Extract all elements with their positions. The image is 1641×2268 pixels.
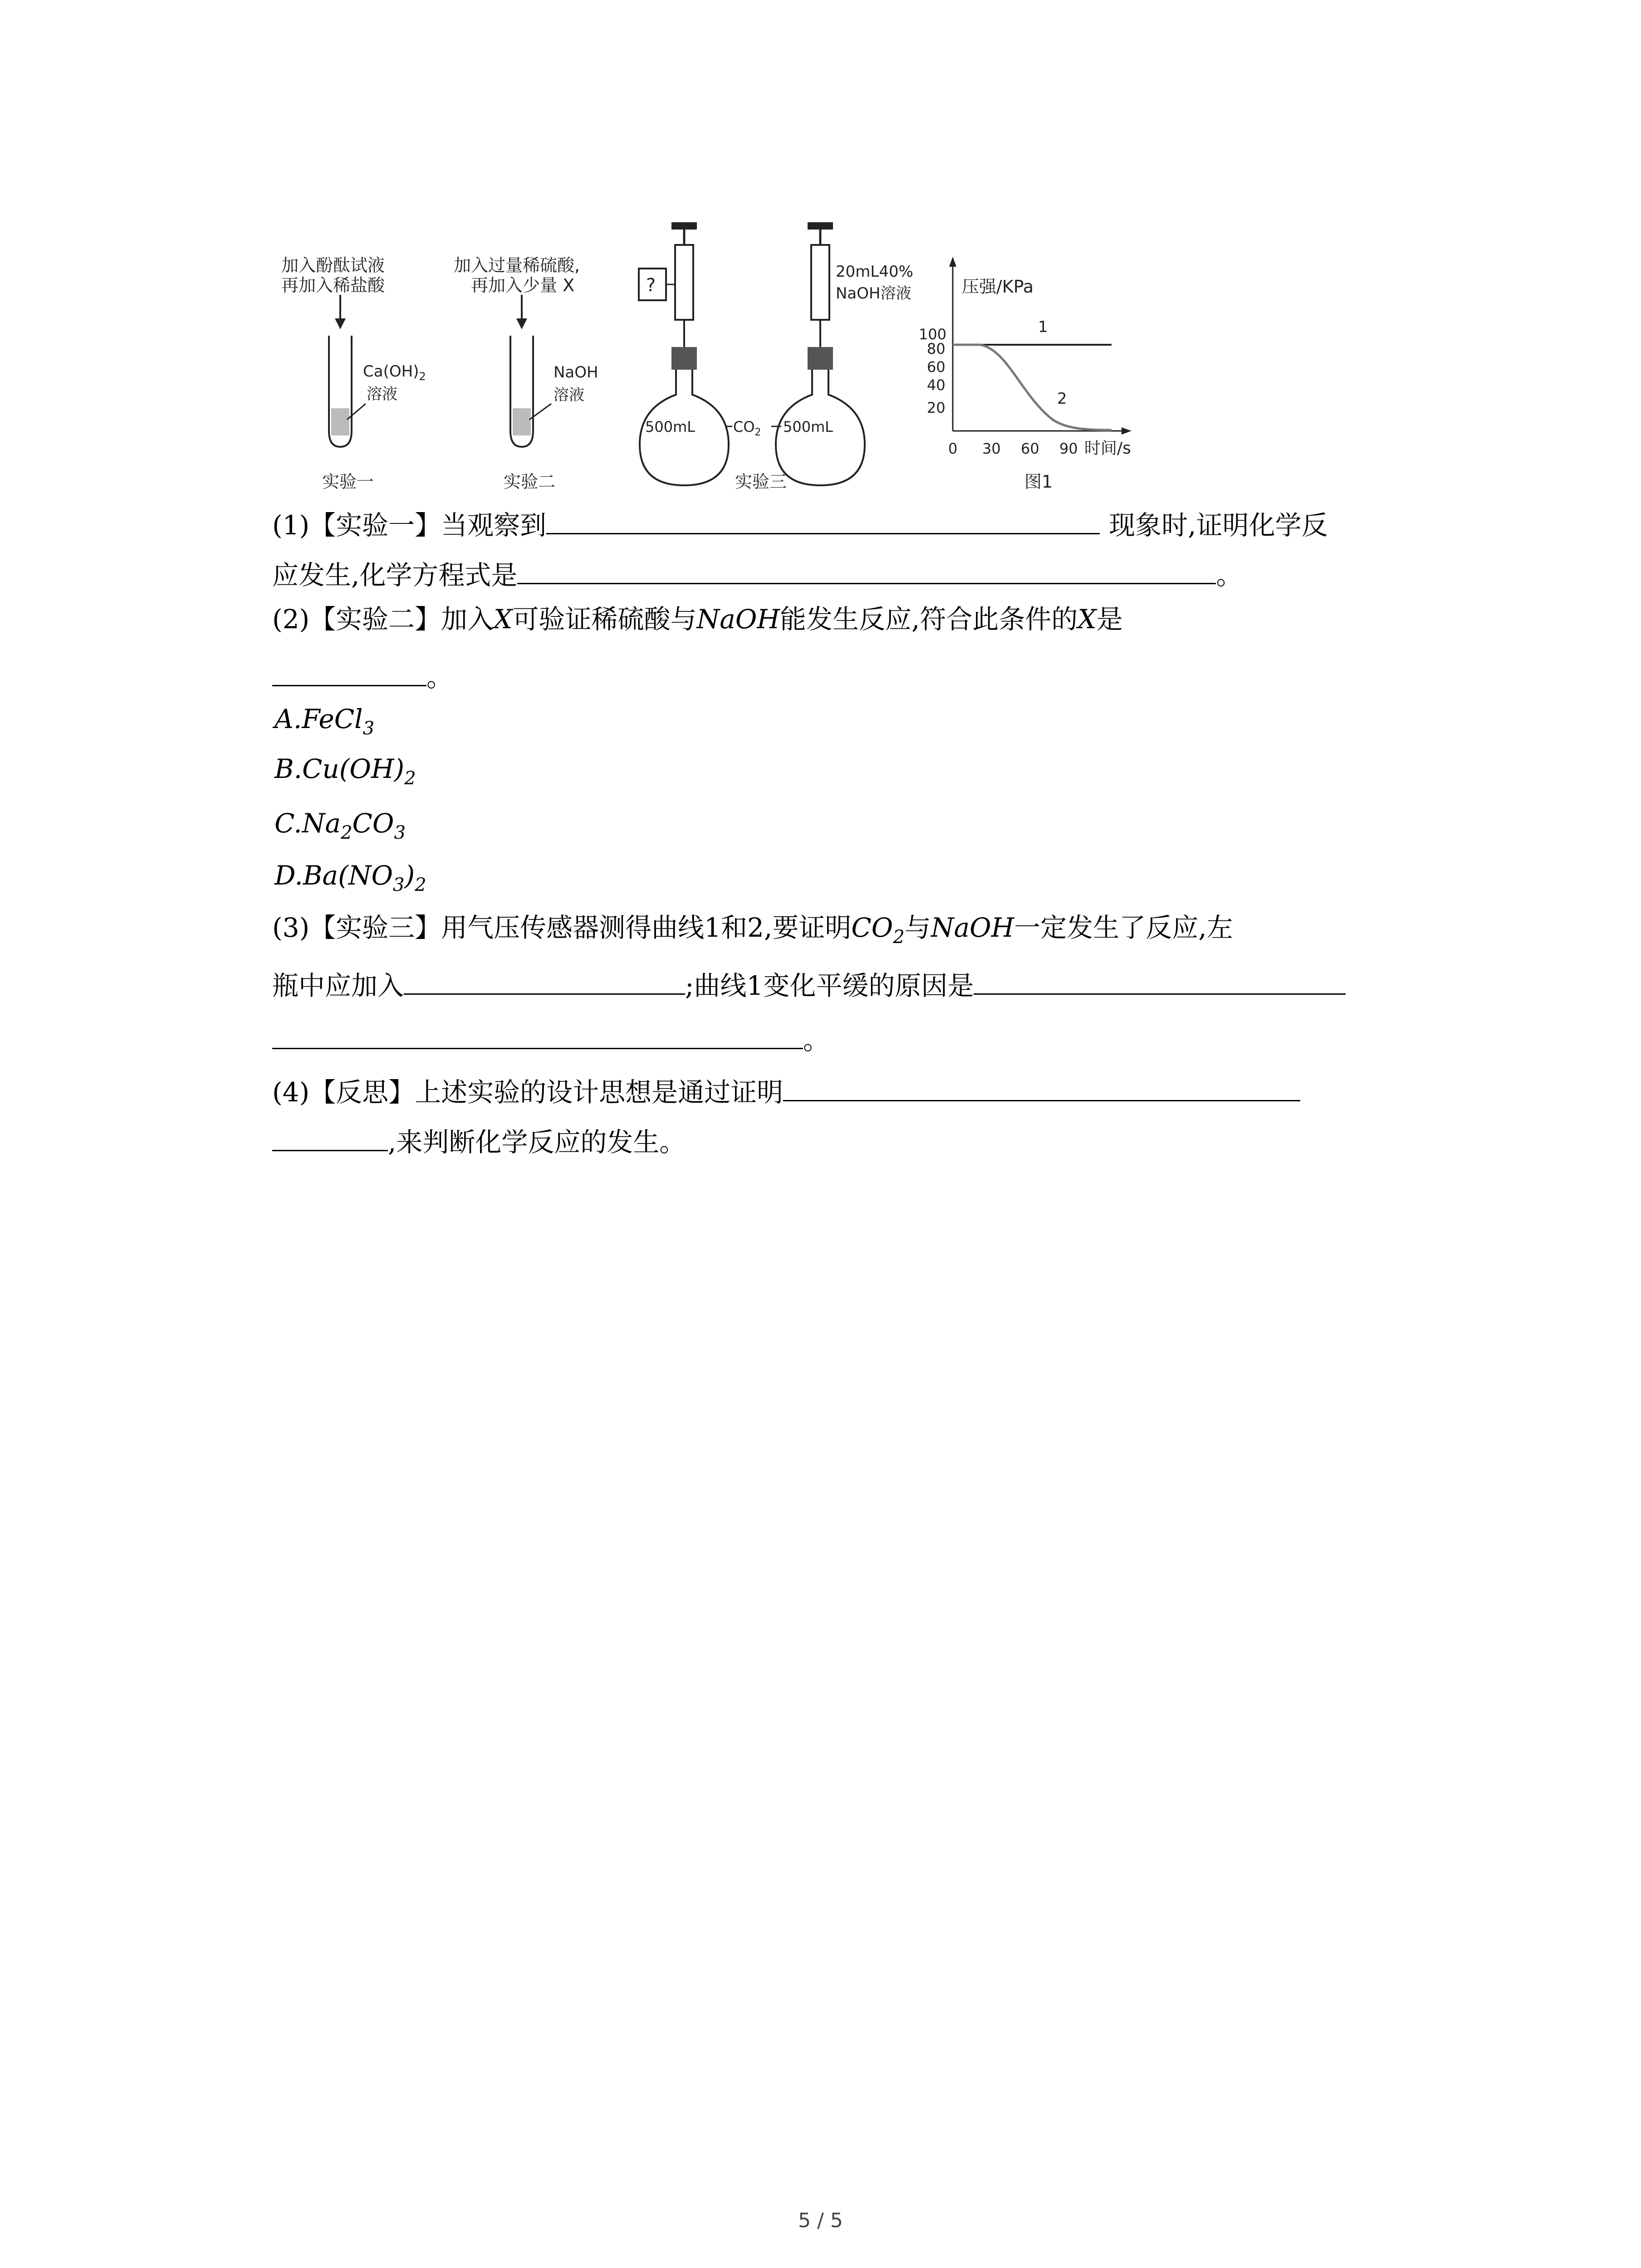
q2-option-c[interactable]: $C.Na_2CO_3$ bbox=[274, 808, 406, 843]
q3-blank-reason-part2[interactable] bbox=[272, 1021, 803, 1049]
exp3-right-stopper bbox=[808, 347, 833, 370]
page-number: 5 / 5 bbox=[798, 2209, 843, 2232]
exp1-pointer bbox=[347, 404, 366, 420]
exp3-left-plunger-cap bbox=[671, 222, 697, 230]
q4-text: (4)【反思】上述实验的设计思想是通过证明 bbox=[272, 1077, 784, 1108]
q2-text: 是 bbox=[1096, 604, 1123, 635]
q3-blank-left-flask[interactable] bbox=[404, 966, 685, 995]
q2-blank[interactable] bbox=[272, 658, 426, 686]
exp3-left-stopper bbox=[671, 347, 697, 370]
graph-xtick: 0 bbox=[948, 440, 958, 457]
exp3-caption: 实验三 bbox=[735, 472, 787, 492]
exp3-unknown: ? bbox=[646, 275, 656, 296]
q1-blank-equation[interactable] bbox=[517, 556, 1216, 584]
q3-line-3 bbox=[272, 1021, 829, 1058]
experiment-2 bbox=[454, 255, 598, 492]
q2-line-1 bbox=[272, 601, 1123, 637]
exp3-flask-left-label: 500mL bbox=[645, 418, 696, 435]
q4-line-2 bbox=[272, 1123, 686, 1160]
q4-blank-part2[interactable] bbox=[272, 1123, 388, 1151]
q4-blank-part1[interactable] bbox=[783, 1073, 1300, 1101]
exp1-top-label-1: 加入酚酞试液 bbox=[281, 255, 385, 275]
q1-text: (1)【实验一】当观察到 bbox=[272, 510, 547, 541]
exp3-right-syringe bbox=[811, 245, 829, 320]
q2-end: 。 bbox=[426, 662, 453, 693]
q1-blank-phenomenon[interactable] bbox=[546, 506, 1100, 534]
q3-co2: $CO_2$ bbox=[851, 912, 905, 948]
exp3-flask-right-label: 500mL bbox=[783, 418, 833, 435]
q3-text: 瓶中应加入 bbox=[272, 970, 404, 1001]
graph-xtick: 90 bbox=[1059, 440, 1078, 457]
q3-text: 一定发生了反应,左 bbox=[1014, 912, 1233, 943]
exp3-gas-label: $CO_2$ bbox=[733, 418, 761, 438]
q3-text: 与 bbox=[904, 912, 931, 943]
q3-line-2 bbox=[272, 966, 1346, 1004]
graph-caption: 图1 bbox=[1024, 472, 1053, 492]
graph-curve-2 bbox=[953, 345, 1112, 430]
exp1-solution-1: $Ca(OH)_2$ bbox=[363, 362, 426, 383]
q2-var-x: X bbox=[1078, 604, 1097, 635]
graph-ylabel: 压强/KPa bbox=[962, 277, 1034, 297]
q2-line-2 bbox=[272, 658, 453, 695]
q3-end: 。 bbox=[803, 1025, 830, 1056]
graph-xlabel: 时间/s bbox=[1084, 439, 1131, 458]
exp3-left-syringe bbox=[675, 245, 693, 320]
exp1-liquid bbox=[331, 408, 349, 435]
exp2-caption: 实验二 bbox=[504, 472, 556, 492]
exp2-liquid bbox=[513, 408, 531, 435]
experiment-1 bbox=[281, 255, 426, 492]
exp2-solution-2: 溶液 bbox=[554, 386, 584, 404]
q2-naoh: NaOH bbox=[696, 604, 780, 635]
q2-option-a[interactable]: A.FeCl$_3$ bbox=[274, 704, 375, 739]
exp2-top-label-2: 再加入少量 X bbox=[471, 275, 575, 295]
q1-line-2 bbox=[272, 556, 1242, 593]
q2-text: 能发生反应,符合此条件的 bbox=[779, 604, 1078, 635]
q1-line-1 bbox=[272, 506, 1328, 543]
q3-text: (3)【实验三】用气压传感器测得曲线1和2,要证明 bbox=[272, 912, 852, 943]
q1-end: 。 bbox=[1216, 560, 1243, 591]
graph-xtick: 30 bbox=[982, 440, 1001, 457]
graph-xtick: 60 bbox=[1021, 440, 1039, 457]
q3-text: ;曲线1变化平缓的原因是 bbox=[685, 970, 974, 1001]
q2-option-b[interactable]: $B.Cu(OH)_2$ bbox=[274, 753, 416, 789]
q2-text: 可验证稀硫酸与 bbox=[512, 604, 697, 635]
graph-ytick: 40 bbox=[927, 376, 945, 394]
exp3-right-plunger-cap bbox=[808, 222, 833, 230]
exp1-top-label-2: 再加入稀盐酸 bbox=[281, 275, 385, 295]
experiment-figure bbox=[254, 213, 1239, 508]
graph-ytick: 100 bbox=[919, 326, 947, 343]
q4-line-1 bbox=[272, 1073, 1300, 1110]
q3-blank-reason-part1[interactable] bbox=[974, 966, 1346, 995]
exp1-caption: 实验一 bbox=[322, 472, 374, 492]
q1-text: 现象时,证明化学反 bbox=[1109, 510, 1328, 541]
q2-option-d[interactable]: $D.Ba(NO_3)_2$ bbox=[274, 860, 426, 895]
exp1-arrowhead bbox=[335, 318, 346, 329]
q2-var-x: X bbox=[494, 604, 513, 635]
graph-y-arrowhead bbox=[949, 257, 956, 267]
graph-curve-2-label: 2 bbox=[1057, 390, 1067, 408]
exp3-syringe-label-1: 20mL40% bbox=[836, 263, 913, 281]
q4-text: ,来判断化学反应的发生。 bbox=[388, 1127, 686, 1158]
exp1-solution-2: 溶液 bbox=[367, 385, 397, 403]
graph-x-arrowhead bbox=[1122, 427, 1132, 435]
exp2-arrowhead bbox=[516, 318, 527, 329]
graph-ytick: 80 bbox=[927, 340, 945, 357]
q2-text: (2)【实验二】加入 bbox=[272, 604, 494, 635]
q3-line-1 bbox=[272, 909, 1233, 946]
graph-ytick: 60 bbox=[927, 358, 945, 376]
graph-curve-1-label: 1 bbox=[1038, 318, 1048, 336]
exp2-top-label-1: 加入过量稀硫酸, bbox=[454, 255, 580, 275]
graph-ytick: 20 bbox=[927, 399, 945, 416]
experiment-3 bbox=[639, 222, 913, 492]
q3-naoh: NaOH bbox=[931, 912, 1014, 943]
exp2-solution-1: NaOH bbox=[554, 363, 598, 381]
q1-text: 应发生,化学方程式是 bbox=[272, 560, 518, 591]
pressure-graph bbox=[919, 257, 1132, 492]
exp3-syringe-label-2: NaOH溶液 bbox=[836, 284, 911, 303]
